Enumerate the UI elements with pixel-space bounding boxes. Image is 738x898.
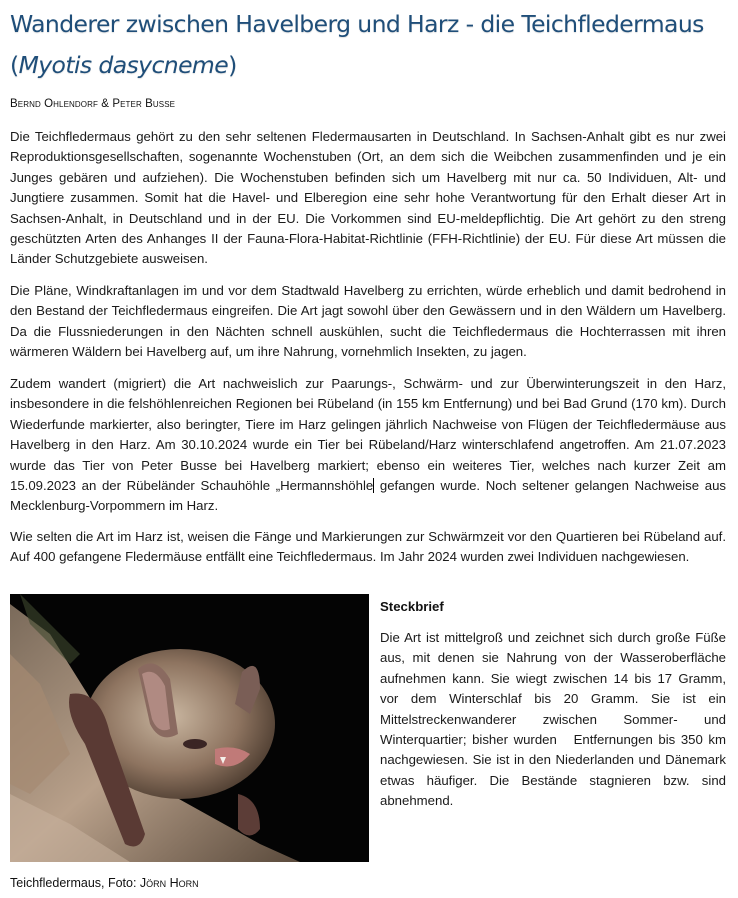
paragraph-3[interactable] <box>10 374 726 517</box>
paragraph-4: Wie selten die Art im Harz ist, weisen die Fänge und Markierungen zur Schwärmzeit vor den Quartieren bei Rübeland auf. Auf 400 gefangene Fledermäuse entfällt eine Teichfledermaus. Im Jahr 2024 wurden zwei Individuen nachgewiesen. <box>10 529 726 565</box>
photo-credit: Jörn Horn <box>139 876 199 890</box>
title-latin-name: Myotis dasycneme <box>18 51 229 79</box>
paragraph-3-text: Zudem wandert (migriert) die Art nachweislich zur Paarungs-, Schwärm- und zur Überwinterungszeit in den Harz, insbesondere in die felshöhlenreichen Regionen bei Rübeland (in 155 km Entfernung) und bei Bad Grund (170 km). Durch Wiederfunde markierter, also beringter, Tiere im Harz gelingen jährlich Nachweise von Flügen der Teichfledermäuse aus Havelberg in den Harz. Am 30.10.2024 wurde ein Tier bei Rübeland/Harz winterschlafend angetroffen. Am 21.07.2023 wurde das Tier von Peter Busse bei Havelberg markiert; ebenso ein weiteres Tier, welches nach kurzer Zeit am 15.09.2023 an der Rübeländer Schauhöhle „Hermannshöhle <box>10 376 726 494</box>
bat-photo <box>10 594 369 862</box>
title-close-paren: ) <box>228 51 237 79</box>
title-main: Wanderer zwischen Havelberg und Harz - die Teichfledermaus <box>10 10 704 38</box>
authors-line: Bernd Ohlendorf & Peter Busse <box>10 98 176 110</box>
article-title <box>10 4 730 86</box>
steckbrief-heading: Steckbrief <box>380 599 444 614</box>
caption-text: Teichfledermaus, Foto: <box>10 876 140 890</box>
steckbrief-body: Die Art ist mittelgroß und zeichnet sich durch große Füße aus, mit denen sie Nahrung von der Wasseroberfläche aufnehmen kann. Sie wiegt zwischen 14 bis 17 Gramm, vor dem Winterschlaf bis 20 Gramm. Sie ist ein Mittelstreckenwanderer zwischen Sommer- und Winterquartier; bisher wurden Entfernungen bis 350 km nachgewiesen. Sie ist in den Niederlanden und Dänemark etwas häufiger. Die Bestände stagnieren bzw. sind abnehmend. <box>380 630 730 809</box>
title-open-paren: ( <box>10 51 19 79</box>
paragraph-2: Die Pläne, Windkraftanlagen im und vor dem Stadtwald Havelberg zu errichten, würde erheblich und damit bedrohend in den Bestand der Teichfledermaus eingreifen. Die Art jagt sowohl über den Gewässern und in den Wäldern um Havelberg. Da die Flussniederungen in den Nächten schnell auskühlen, sucht die Teichfledermaus die Hochterrassen mit ihren wärmeren Wäldern bei Havelberg auf, um ihre Nahrung, vornehmlich Insekten, zu jagen. <box>10 283 726 360</box>
bat-illustration-icon <box>10 594 369 862</box>
steckbrief-box <box>380 597 730 812</box>
photo-caption <box>10 876 199 890</box>
paragraph-3-tail: gefangen wurde. Noch seltener gelangen Nachweise aus Mecklenburg-Vorpommern im Harz. <box>10 478 726 514</box>
paragraph-1: Die Teichfledermaus gehört zu den sehr seltenen Fledermausarten in Deutschland. In Sachsen-Anhalt gibt es nur zwei Reproduktionsgesellschaften, sogenannte Wochenstuben (Ort, an dem sich die Weibchen zusammenfinden und je ein Junges gebären und aufziehen). Die Wochenstuben befinden sich um Havelberg mit nur ca. 50 Individuen, Alt- und Jungtiere zusammen. Somit hat die Havel- und Elberegion eine sehr hohe Verantwortung für den Erhalt dieser Art in Sachsen-Anhalt, in Deutschland und in der EU. Die Vorkommen sind EU-meldepflichtig. Die Art gehört zu den streng geschützten Arten des Anhanges II der Fauna-Flora-Habitat-Richtlinie (FFH-Richtlinie) der EU. Für diese Art müssen die Länder Schutzgebiete ausweisen. <box>10 129 726 267</box>
